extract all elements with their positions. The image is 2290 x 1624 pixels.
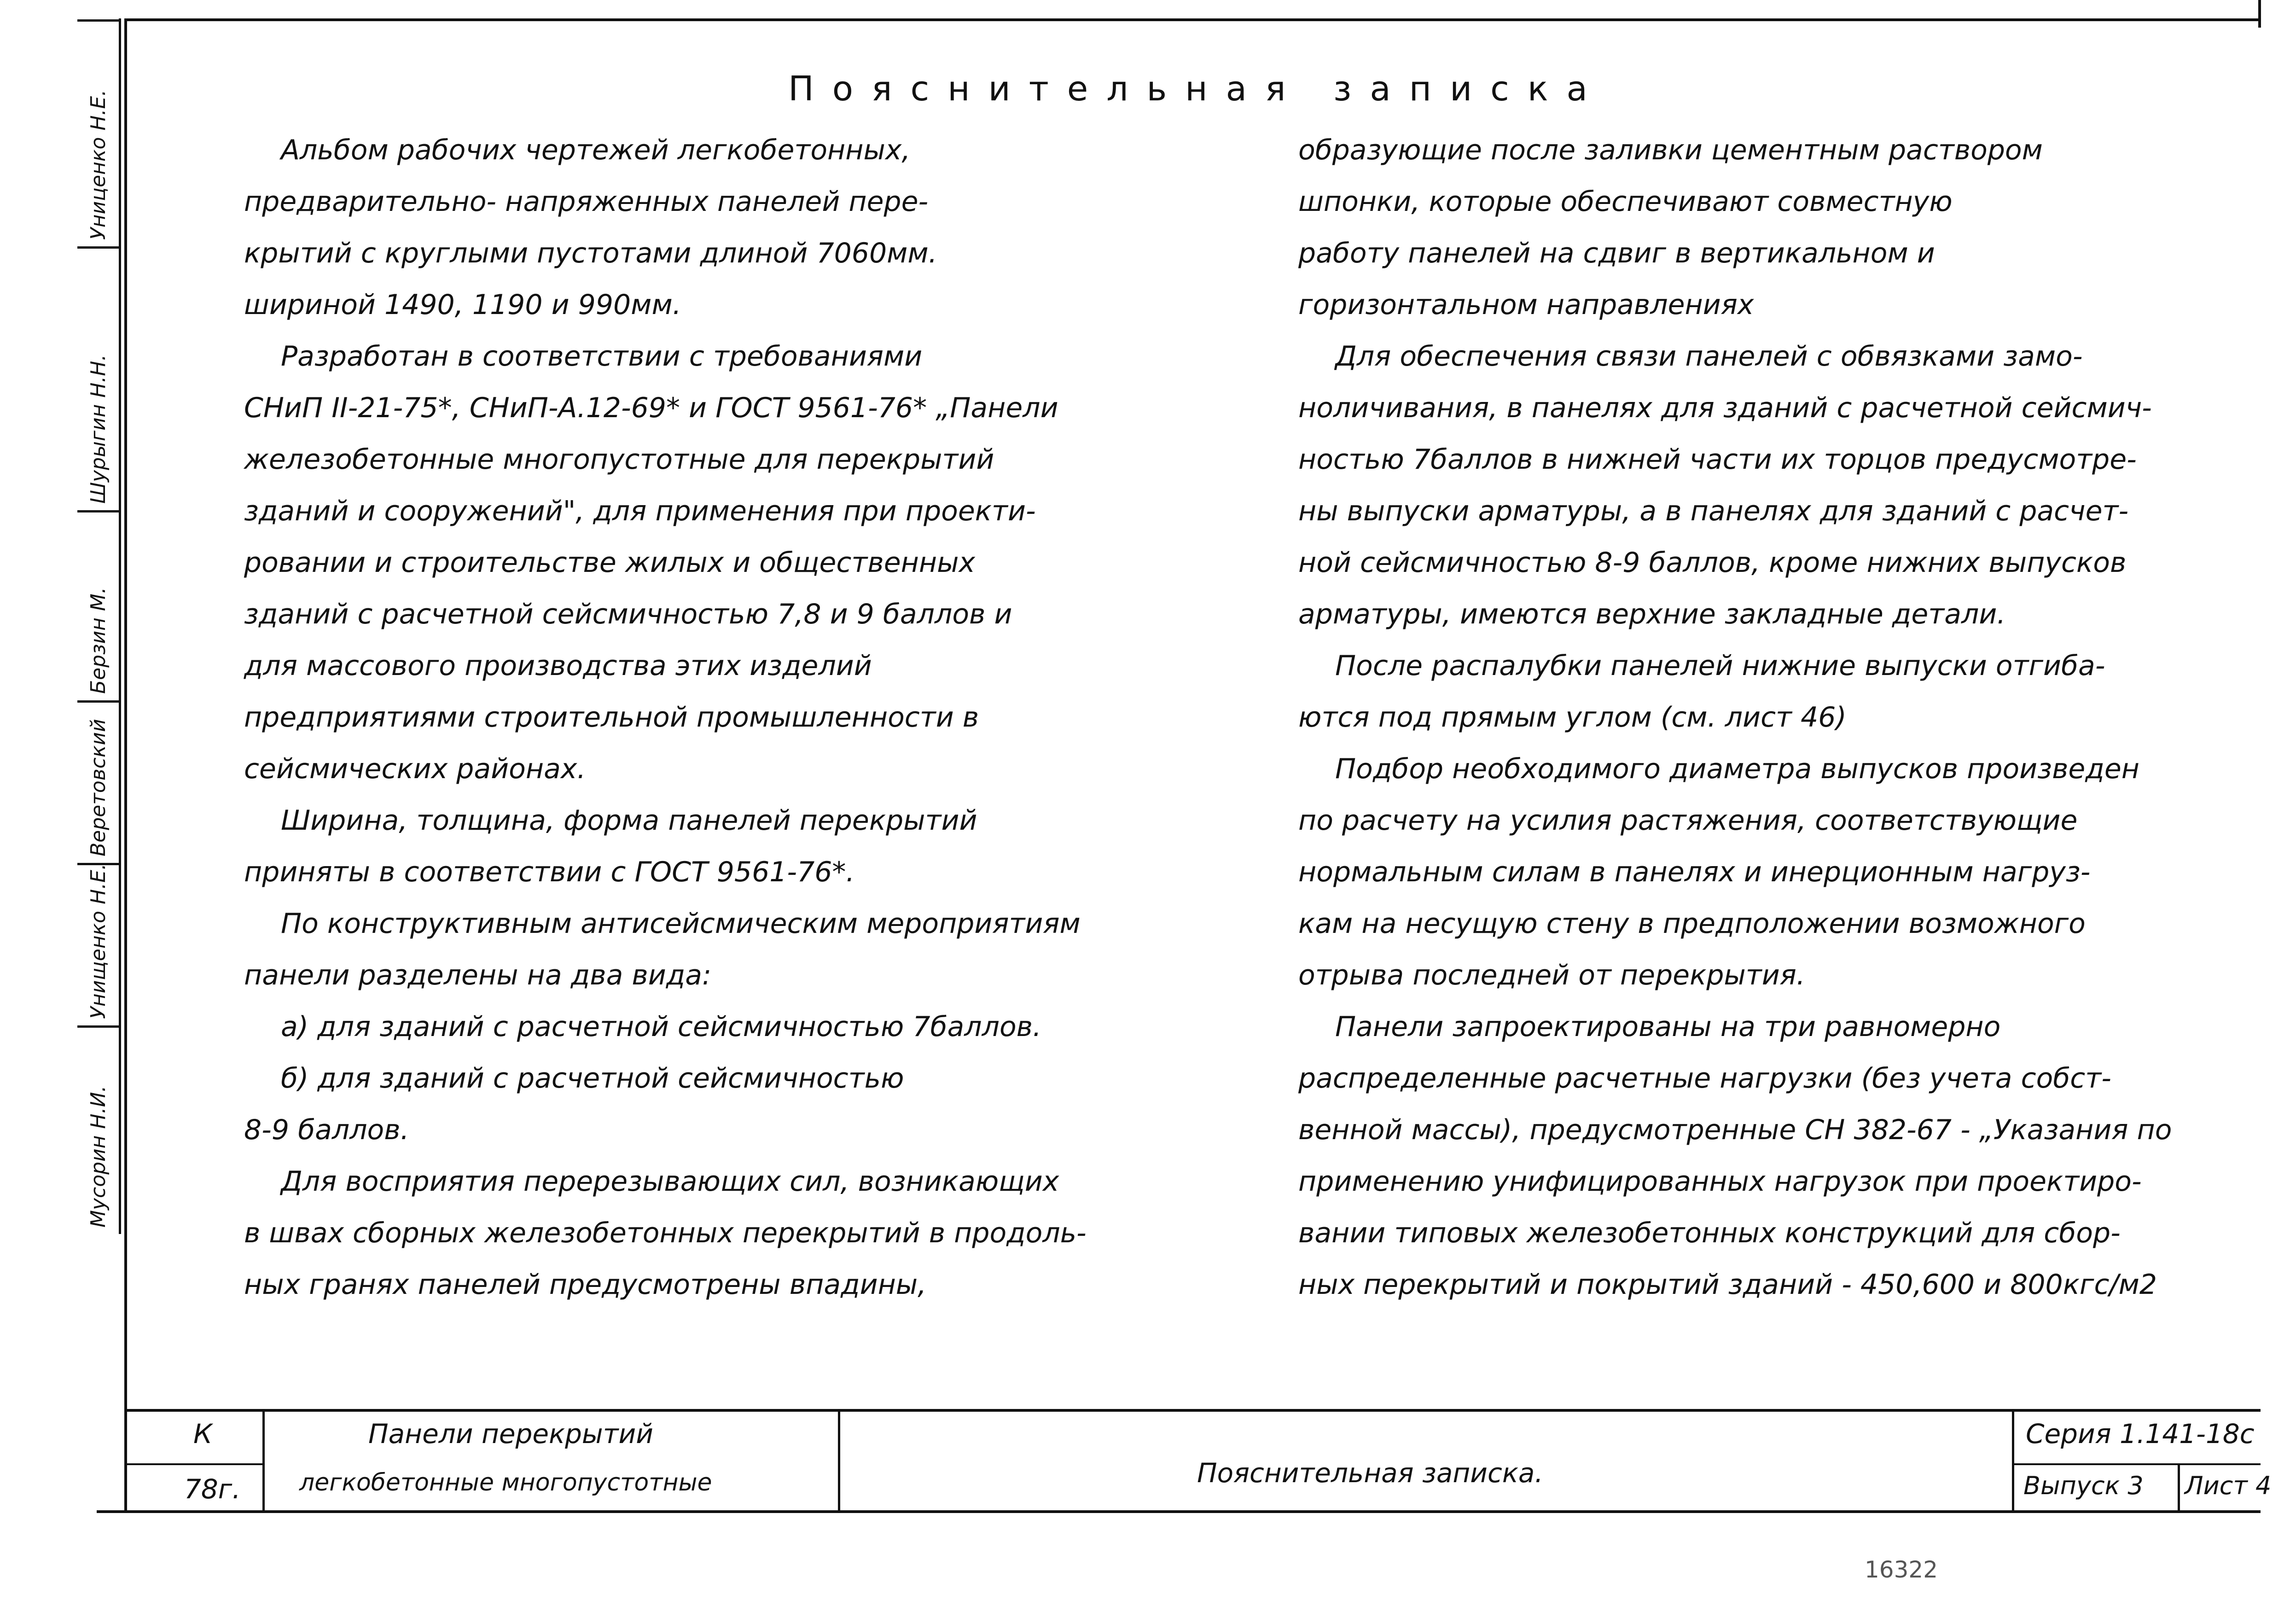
tb-mid-line-left [124,1463,262,1465]
tb-name-line1: Панели перекрытий [368,1418,653,1449]
text-line: предварительно- напряженных панелей пере- [244,186,929,218]
tb-sheet-title: Пояснительная записка. [1197,1457,1543,1489]
text-line: шириной 1490, 1190 и 990мм. [244,289,681,321]
text-line: ровании и строительстве жилых и общественных [244,547,975,579]
side-stamp-entry: Веретовский [77,700,119,863]
text-line: Альбом рабочих чертежей легкобетонных, [281,134,911,166]
text-line: 8-9 баллов. [244,1114,409,1146]
text-line: зданий и сооружений", для применения при проекти- [244,495,1036,527]
frame-right-tick [2258,0,2261,28]
text-line: отрыва последней от перекрытия. [1298,959,1805,991]
side-stamp-entry: Унищенко Н.Е. [77,863,119,1025]
side-approval-stamp [77,18,121,1234]
frame-top-line [124,18,2261,21]
tb-vline-2 [838,1409,840,1510]
frame-left-line [124,18,127,1510]
text-line: для массового производства этих изделий [244,650,872,682]
side-stamp-entry: Униценко Н.Е. [77,19,119,246]
text-line: предприятиями строительной промышленности в [244,701,979,733]
tb-issue: Выпуск 3 [2023,1471,2144,1500]
tb-sheet-number: Лист 4 [2185,1471,2272,1500]
text-line: Для обеспечения связи панелей с обвязками замо- [1335,340,2083,373]
text-line: крытий с круглыми пустотами длиной 7060мм. [244,237,937,269]
tb-code-top: К [193,1418,213,1449]
side-stamp-entry: Шурыгин Н.Н. [77,246,119,510]
text-line: СНиП II-21-75*, СНиП-А.12-69* и ГОСТ 9561-76* „Панели [244,392,1058,424]
text-line: распределенные расчетные нагрузки (без учета собст- [1298,1062,2111,1094]
text-line: зданий с расчетной сейсмичностью 7,8 и 9 баллов и [244,598,1012,630]
text-line: вании типовых железобетонных конструкций для сбор- [1298,1217,2121,1249]
side-stamp-entry: Мусорин Н.И. [77,1025,119,1234]
text-line: нормальным силам в панелях и инерционным нагруз- [1298,856,2091,888]
text-line: образующие после заливки цементным раствором [1298,134,2043,166]
text-line: Разработан в соответствии с требованиями [281,340,923,373]
text-line: ются под прямым углом (см. лист 46) [1298,701,1847,733]
tb-name-line2: легкобетонные многопустотные [299,1469,712,1496]
right-text-column [1298,124,2238,1310]
tb-top-line [124,1409,2261,1412]
text-line: ноличивания, в панелях для зданий с расчетной сейсмич- [1298,392,2152,424]
bottom-number-fragment: 16322 [1865,1556,1938,1583]
text-line: Для восприятия перерезывающих сил, возникающих [281,1165,1059,1198]
text-line: железобетонные многопустотные для перекрытий [244,443,994,476]
text-line: По конструктивным антисейсмическим мероприятиям [281,908,1081,940]
text-line: После распалубки панелей нижние выпуски отгиба- [1335,650,2105,682]
text-line: панели разделены на два вида: [244,959,712,991]
text-line: сейсмических районах. [244,753,586,785]
tb-vline-3 [2012,1409,2014,1510]
tb-code-bottom: 78г. [184,1473,241,1505]
text-line: шпонки, которые обеспечивают совместную [1298,186,1953,218]
text-line: венной массы), предусмотренные СН 382-67 - „Указания по [1298,1114,2172,1146]
text-line: по расчету на усилия растяжения, соответствующие [1298,804,2078,837]
tb-bottom-line [97,1510,2261,1513]
text-line: ны выпуски арматуры, а в панелях для зданий с расчет- [1298,495,2129,527]
text-line: работу панелей на сдвиг в вертикальном и [1298,237,1935,269]
text-line: горизонтальном направлениях [1298,289,1754,321]
text-line: кам на несущую стену в предположении возможного [1298,908,2086,940]
text-line: применению унифицированных нагрузок при проектиро- [1298,1165,2142,1198]
text-line: ностью 7баллов в нижней части их торцов предусмотре- [1298,443,2137,476]
tb-vline-4 [2178,1463,2180,1510]
page-title: Пояснительная записка [788,69,1606,109]
left-text-column [244,124,1202,1310]
title-block [0,1409,2290,1519]
side-stamp-entry: Берзин М. [77,510,119,700]
text-line: приняты в соответствии с ГОСТ 9561-76*. [244,856,855,888]
text-line: арматуры, имеются верхние закладные детали. [1298,598,2006,630]
tb-series: Серия 1.141-18с [2026,1418,2255,1449]
text-line: ных перекрытий и покрытий зданий - 450,600 и 800кгс/м2 [1298,1269,2157,1301]
text-line: ной сейсмичностью 8-9 баллов, кроме нижних выпусков [1298,547,2127,579]
text-line: а) для зданий с расчетной сейсмичностью 7баллов. [281,1011,1042,1043]
tb-vline-1 [262,1409,265,1510]
text-line: Подбор необходимого диаметра выпусков произведен [1335,753,2139,785]
text-line: ных гранях панелей предусмотрены впадины, [244,1269,927,1301]
text-line: Панели запроектированы на три равномерно [1335,1011,2001,1043]
text-line: в швах сборных железобетонных перекрытий в продоль- [244,1217,1087,1249]
text-line: Ширина, толщина, форма панелей перекрытий [281,804,977,837]
text-line: б) для зданий с расчетной сейсмичностью [281,1062,904,1094]
tb-mid-line-right [2012,1463,2261,1465]
